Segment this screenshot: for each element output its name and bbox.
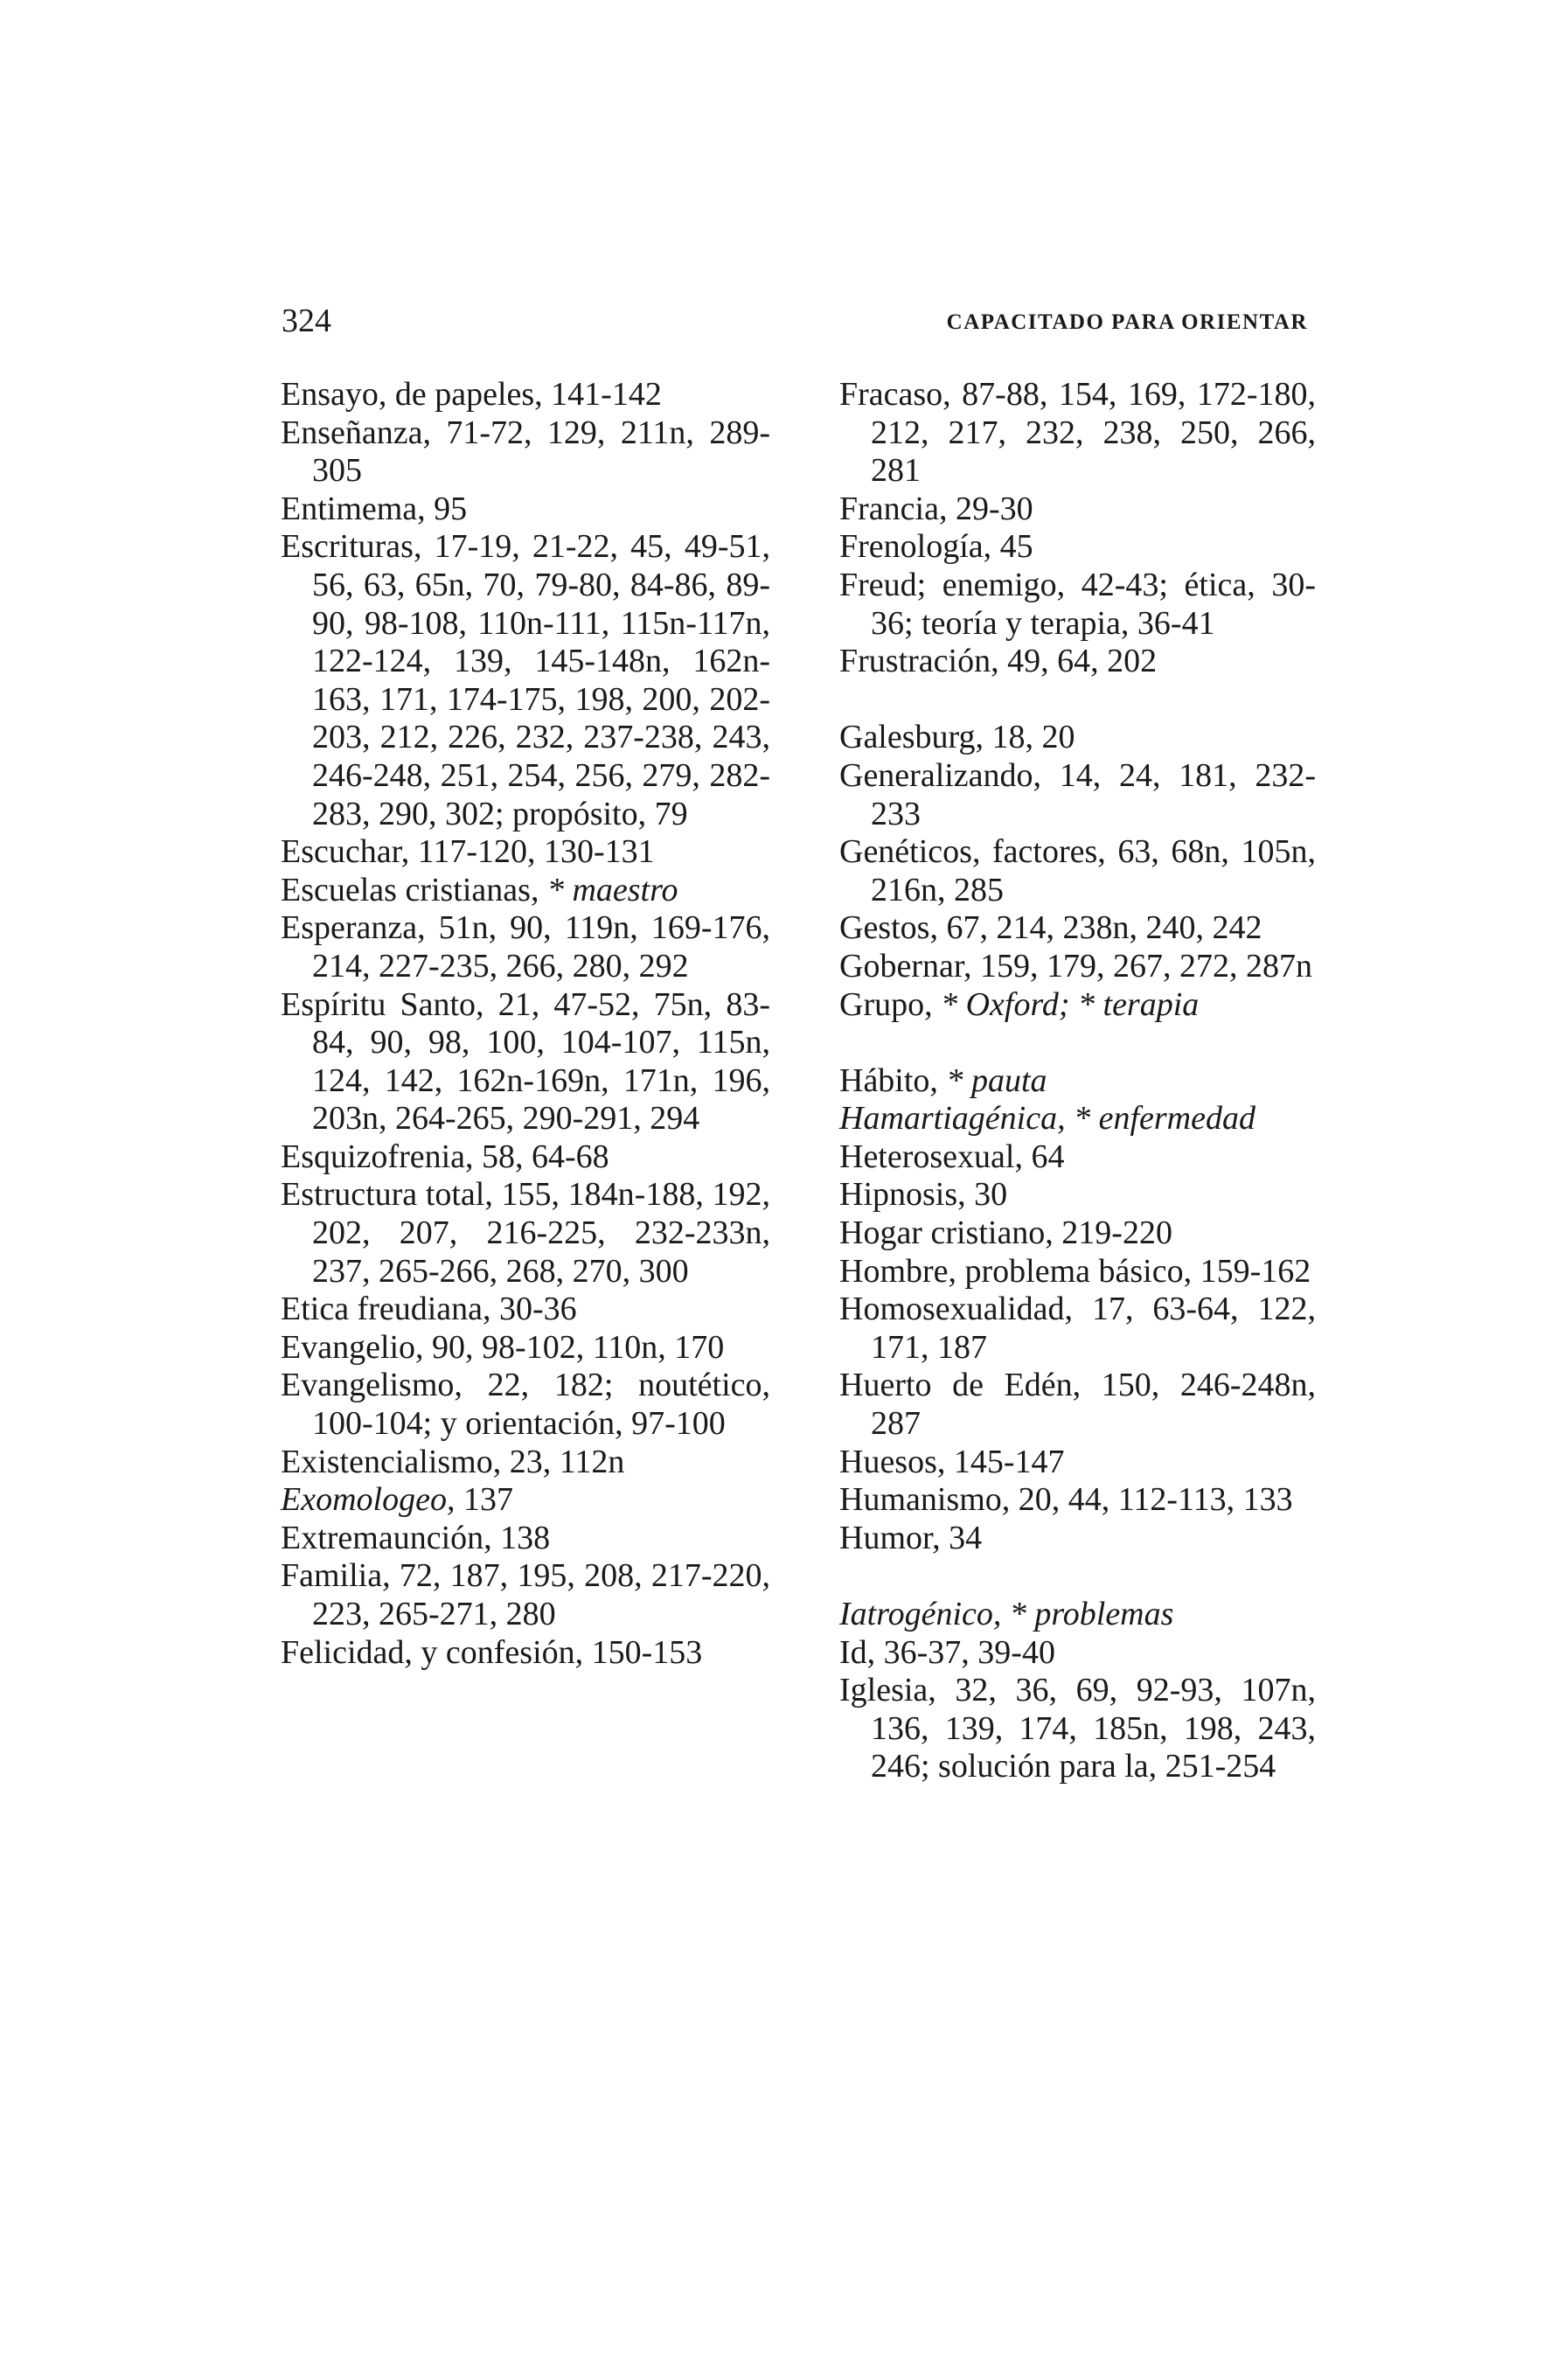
section-gap (839, 1024, 1316, 1062)
index-entry: Humanismo, 20, 44, 112-113, 133 (839, 1481, 1293, 1519)
page-number: 324 (282, 303, 331, 339)
index-entry: Heterosexual, 64 (839, 1138, 1065, 1175)
index-entry: Estructura total, 155, 184n-188, 192, 202, 207, 216-225, 232-233n, 237, 265-266, 268, 270, 300 (281, 1176, 770, 1290)
index-entry: Id, 36-37, 39-40 (839, 1633, 1055, 1671)
index-entry: Grupo, * Oxford; * terapia (839, 985, 1200, 1023)
index-entry: Hogar cristiano, 219-220 (839, 1214, 1172, 1252)
index-entry: Genéticos, factores, 63, 68n, 105n, 216n, 285 (839, 833, 1316, 908)
index-entry: Francia, 29-30 (839, 490, 1033, 527)
index-entry: Existencialismo, 23, 112n (281, 1443, 625, 1480)
index-entry: Esperanza, 51n, 90, 119n, 169-176, 214, 227-235, 266, 280, 292 (281, 909, 770, 985)
running-head: CAPACITADO PARA ORIENTAR (946, 310, 1308, 334)
index-entry: Hábito, * pauta (839, 1061, 1047, 1099)
index-entry: Entimema, 95 (281, 490, 468, 527)
index-entry: Ensayo, de papeles, 141-142 (281, 376, 662, 413)
section-gap (839, 681, 1316, 720)
index-column-left (281, 376, 770, 1672)
index-entry: Escuchar, 117-120, 130-131 (281, 833, 655, 871)
index-entry: Escuelas cristianas, * maestro (281, 871, 678, 908)
index-entry: Gestos, 67, 214, 238n, 240, 242 (839, 909, 1262, 947)
section-gap (839, 1557, 1316, 1596)
index-entry: Humor, 34 (839, 1519, 983, 1556)
index-entry: Evangelio, 90, 98-102, 110n, 170 (281, 1328, 725, 1366)
index-entry: Huesos, 145-147 (839, 1443, 1065, 1480)
index-entry: Evangelismo, 22, 182; noutético, 100-104; y orientación, 97-100 (281, 1367, 770, 1443)
index-entry: Hamartiagénica, * enfermedad (839, 1100, 1255, 1138)
index-column-right (839, 376, 1316, 1786)
index-entry: Iatrogénico, * problemas (839, 1596, 1174, 1632)
index-entry: Frenología, 45 (839, 528, 1033, 566)
index-entry: Familia, 72, 187, 195, 208, 217-220, 223, 265-271, 280 (281, 1557, 770, 1632)
index-entry: Hombre, problema básico, 159-162 (839, 1252, 1311, 1290)
index-entry: Frustración, 49, 64, 202 (839, 643, 1158, 680)
index-entry: Enseñanza, 71-72, 129, 211n, 289-305 (281, 414, 770, 490)
index-entry: Escrituras, 17-19, 21-22, 45, 49-51, 56, 63, 65n, 70, 79-80, 84-86, 89-90, 98-108, 110n-111, 115n-117n, 122-124, 139, 145-148n, 162n-163, 171, 174-175, 198, 200, 202-203, 212, 226, 232, 237-238, 243, 246-248, 251, 254, 256, 279, 282-283, 290, 302; propósito, 79 (281, 528, 770, 832)
index-entry: Galesburg, 18, 20 (839, 719, 1075, 756)
index-entry: Homosexualidad, 17, 63-64, 122, 171, 187 (839, 1291, 1316, 1366)
index-entry: Freud; enemigo, 42-43; ética, 30-36; teoría y terapia, 36-41 (839, 566, 1316, 642)
index-entry: Generalizando, 14, 24, 181, 232-233 (839, 756, 1316, 832)
index-entry: Hipnosis, 30 (839, 1176, 1008, 1214)
index-entry: Espíritu Santo, 21, 47-52, 75n, 83-84, 90, 98, 100, 104-107, 115n, 124, 142, 162n-169n, 171n, 196, 203n, 264-265, 290-291, 294 (281, 985, 770, 1138)
index-entry: Extremaunción, 138 (281, 1519, 551, 1556)
index-entry: Gobernar, 159, 179, 267, 272, 287n (839, 947, 1312, 985)
index-entry: Fracaso, 87-88, 154, 169, 172-180, 212, 217, 232, 238, 250, 266, 281 (839, 376, 1316, 490)
index-entry: Felicidad, y confesión, 150-153 (281, 1633, 703, 1671)
index-entry: Etica freudiana, 30-36 (281, 1291, 577, 1328)
index-entry: Exomologeo, 137 (281, 1481, 513, 1519)
index-entry: Huerto de Edén, 150, 246-248n, 287 (839, 1367, 1316, 1443)
index-entry: Iglesia, 32, 36, 69, 92-93, 107n, 136, 139, 174, 185n, 198, 243, 246; solución para la, 251-254 (839, 1672, 1316, 1785)
index-entry: Esquizofrenia, 58, 64-68 (281, 1138, 609, 1175)
